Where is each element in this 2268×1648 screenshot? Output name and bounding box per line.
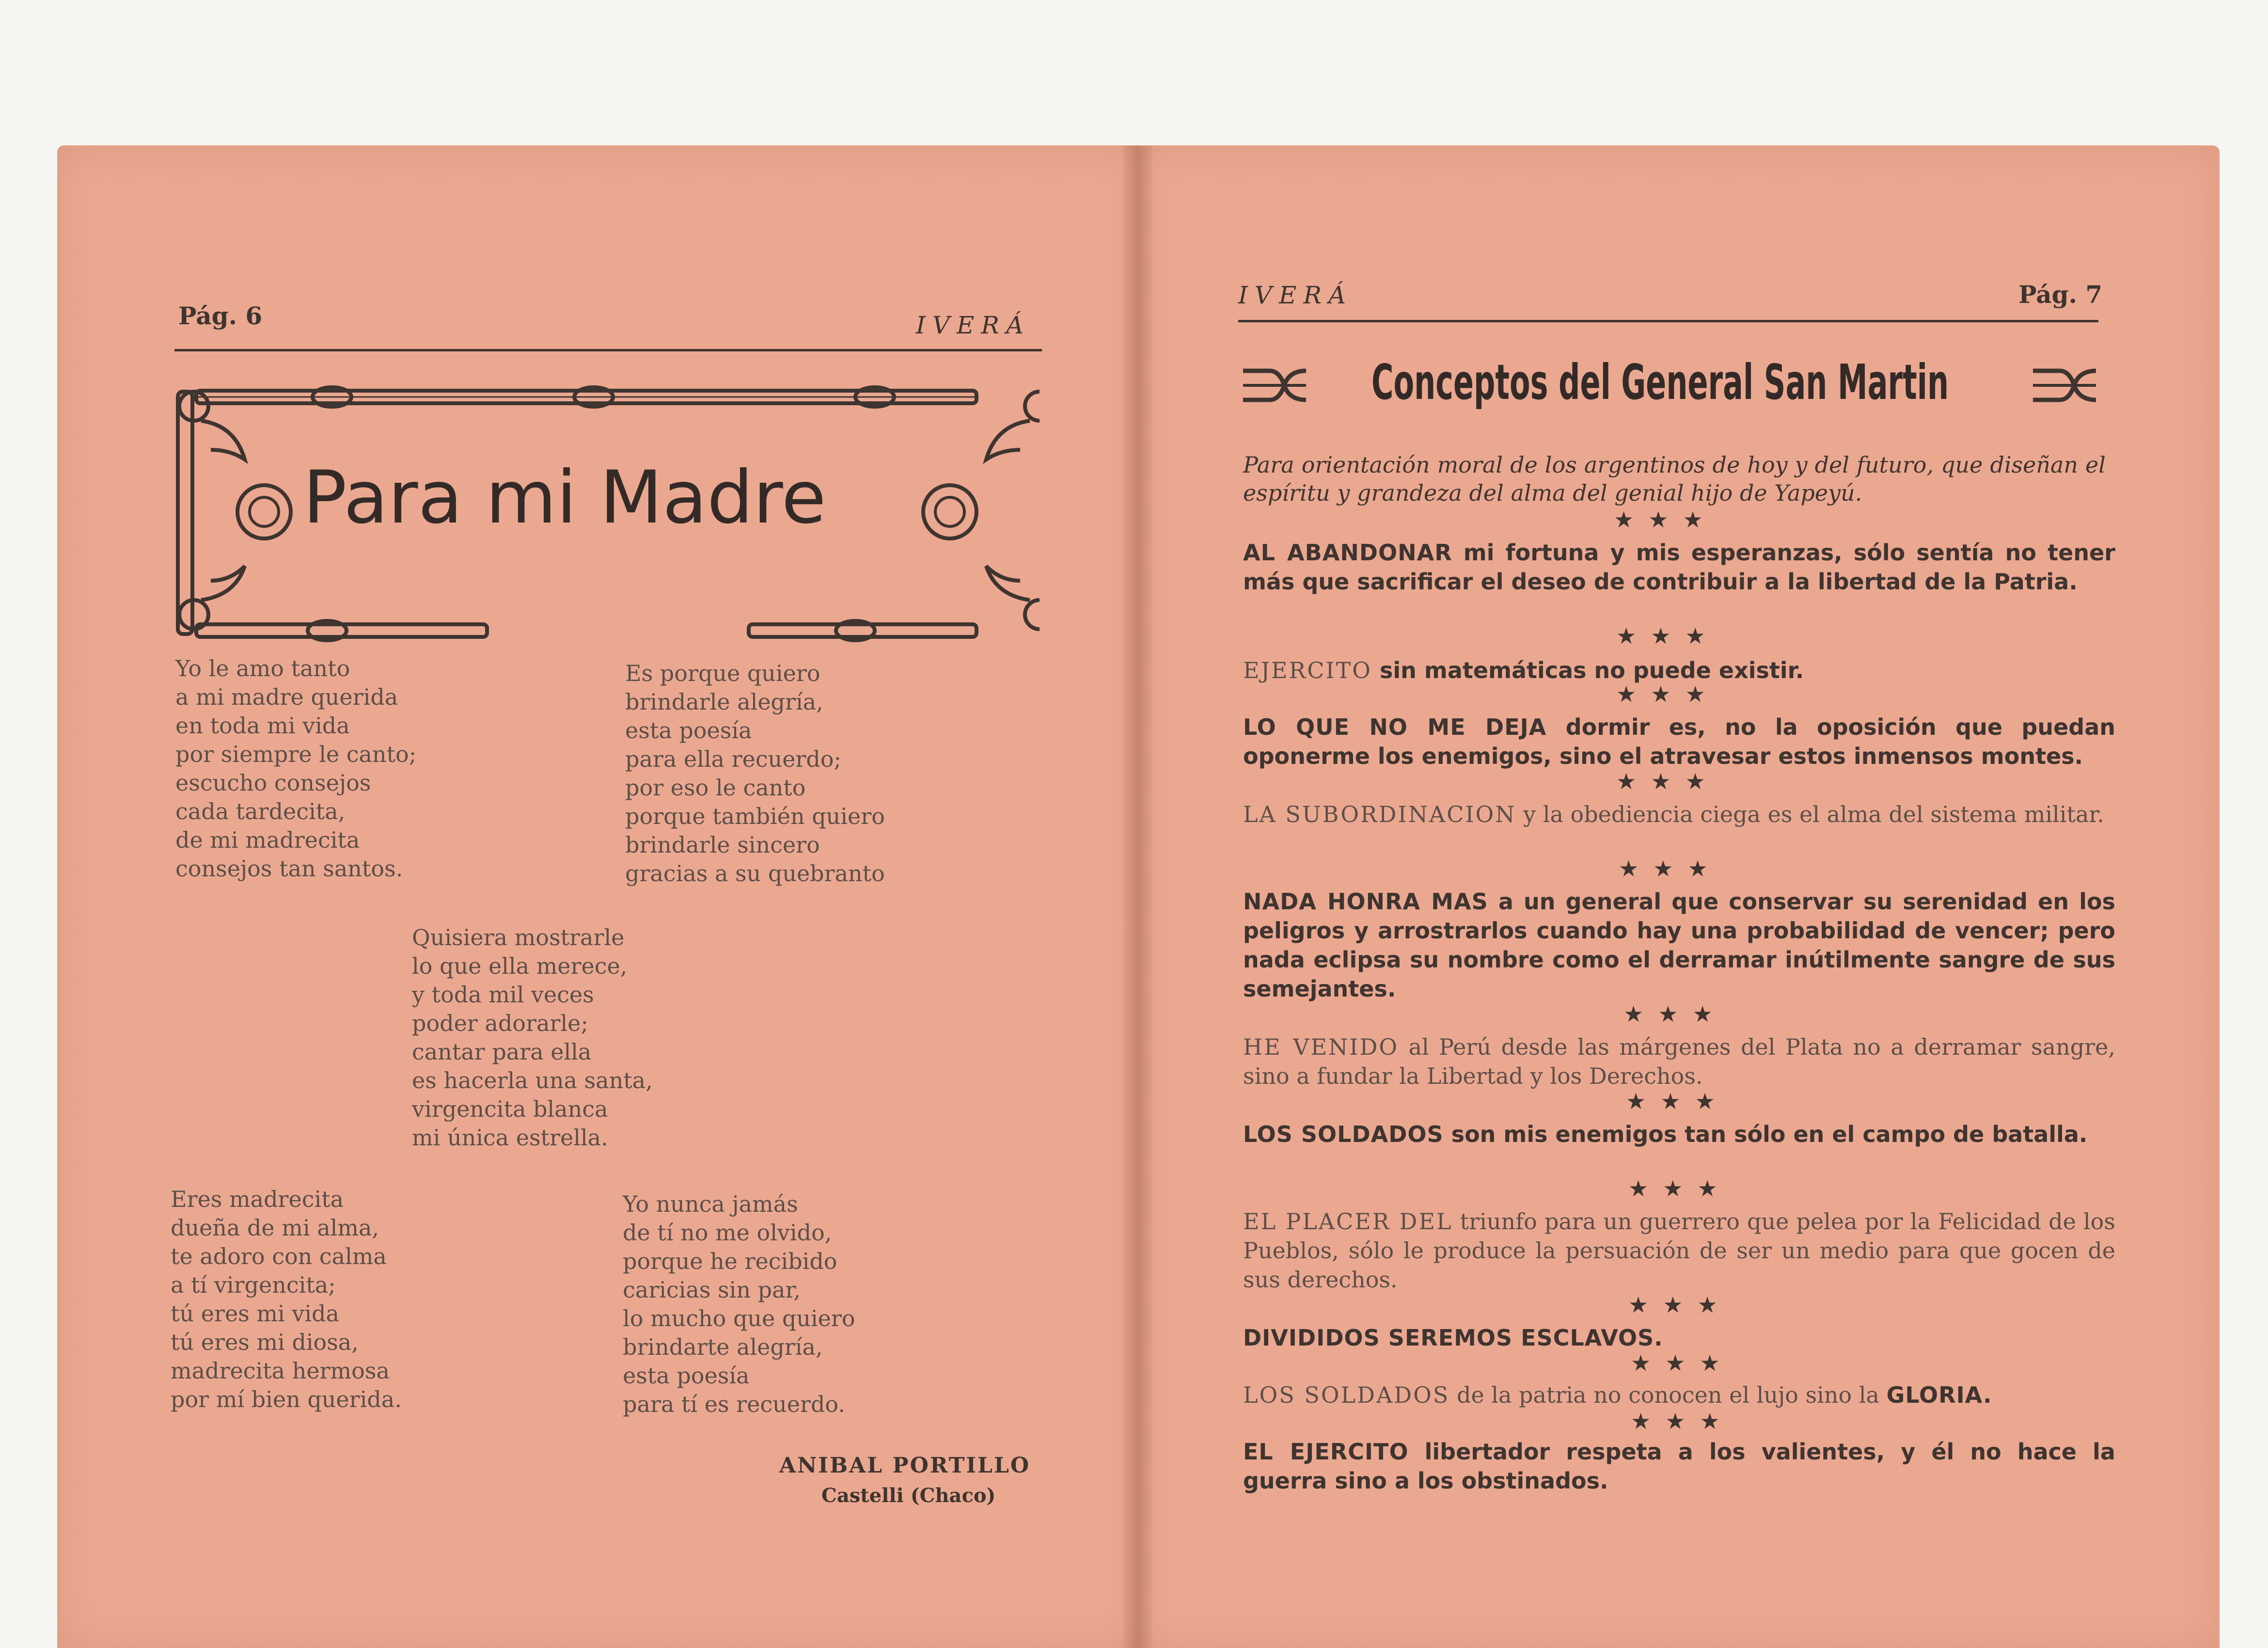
separator-stars: ★★★ <box>1616 681 1720 707</box>
poem-stanza-1: Yo le amo tanto a mi madre querida en toda mi vida por siempre le canto; escucho consejos cada tardecita, de mi madrecita consejos tan santos. <box>175 655 417 882</box>
separator-stars: ★★★ <box>1616 623 1720 649</box>
concept-6: HE VENIDO al Perú desde las márgenes del Plata no a derramar sangre, sino a fundar la Libertad y los Derechos. <box>1243 1034 2115 1089</box>
right-header-rule <box>1238 320 2098 322</box>
concept-4: LA SUBORDINACION y la obediencia ciega es el alma del sistema militar. <box>1243 801 2104 827</box>
concept-7: LOS SOLDADOS son mis enemigos tan sólo en el campo de batalla. <box>1243 1121 2088 1147</box>
separator-stars: ★★★ <box>1631 1350 1734 1376</box>
concept-2: EJERCITO sin matemáticas no puede existir. <box>1243 657 1804 683</box>
separator-stars: ★★★ <box>1628 1292 1732 1318</box>
left-running-head: IVERÁ <box>916 311 1031 339</box>
separator-stars: ★★★ <box>1614 507 1717 533</box>
concept-9: DIVIDIDOS SEREMOS ESCLAVOS. <box>1243 1325 1663 1351</box>
separator-stars: ★★★ <box>1619 856 1722 882</box>
concept-11: EL EJERCITO libertador respeta a los valientes, y él no hace la guerra sino a los obstinados. <box>1243 1439 2115 1494</box>
separator-stars: ★★★ <box>1628 1175 1732 1202</box>
poem-author-place: Castelli (Chaco) <box>821 1484 996 1507</box>
title-ornament-left-icon <box>1241 361 1308 410</box>
poem-title: Para mi Madre <box>303 456 826 540</box>
concept-10: LOS SOLDADOS de la patria no conocen el lujo sino la GLORIA. <box>1243 1382 1992 1408</box>
left-page-number: Pág. 6 <box>178 301 263 330</box>
concept-1: AL ABANDONAR mi fortuna y mis esperanzas, sólo sentía no tener más que sacrificar el deseo de contribuir a la libertad de la Patria. <box>1243 539 2115 595</box>
right-page-number: Pág. 7 <box>2018 280 2103 309</box>
poem-stanza-4: Eres madrecita dueña de mi alma, te adoro con calma a tí virgencita; tú eres mi vida tú eres mi diosa, madrecita hermosa por mí bien querida. <box>171 1186 402 1412</box>
article-title: Conceptos del General San Martin <box>1371 354 1949 411</box>
poem-author: ANIBAL PORTILLO <box>779 1453 1031 1478</box>
poem-stanza-2: Es porque quiero brindarle alegría, esta poesía para ella recuerdo; por eso le canto porque también quiero brindarle sincero gracias a su quebranto <box>625 660 885 887</box>
title-ornament-right-icon <box>2031 361 2098 410</box>
separator-stars: ★★★ <box>1631 1408 1734 1434</box>
concept-5: NADA HONRA MAS a un general que conservar su serenidad en los peligros y arrostrarlos cuando hay una probabilidad de vencer; pero nada eclipsa su nombre como el derramar inútilmente sangre de sus semejantes. <box>1243 888 2115 1002</box>
right-running-head: IVERÁ <box>1238 281 1353 309</box>
poem-stanza-5: Yo nunca jamás de tí no me olvido, porque he recibido caricias sin par, lo mucho que quiero brindarte alegría, esta poesía para tí es recuerdo. <box>623 1191 855 1417</box>
article-intro: Para orientación moral de los argentinos de hoy y del futuro, que diseñan el espíritu y grandeza del alma del genial hijo de Yapeyú. <box>1243 452 2106 506</box>
concept-3: LO QUE NO ME DEJA dormir es, no la oposición que puedan oponerme los enemigos, sino el atravesar estos inmensos montes. <box>1243 714 2116 769</box>
separator-stars: ★★★ <box>1616 768 1720 794</box>
book-gutter <box>1123 145 1152 1648</box>
poem-stanza-3: Quisiera mostrarle lo que ella merece, y toda mil veces poder adorarle; cantar para ella es hacerla una santa, virgencita blanca mi única estrella. <box>412 924 653 1151</box>
separator-stars: ★★★ <box>1623 1001 1727 1027</box>
concept-8: EL PLACER DEL triunfo para un guerrero que pelea por la Felicidad de los Pueblos, sólo le produce la persuación de ser un medio para que gocen de sus derechos. <box>1243 1208 2115 1293</box>
separator-stars: ★★★ <box>1626 1088 1730 1114</box>
